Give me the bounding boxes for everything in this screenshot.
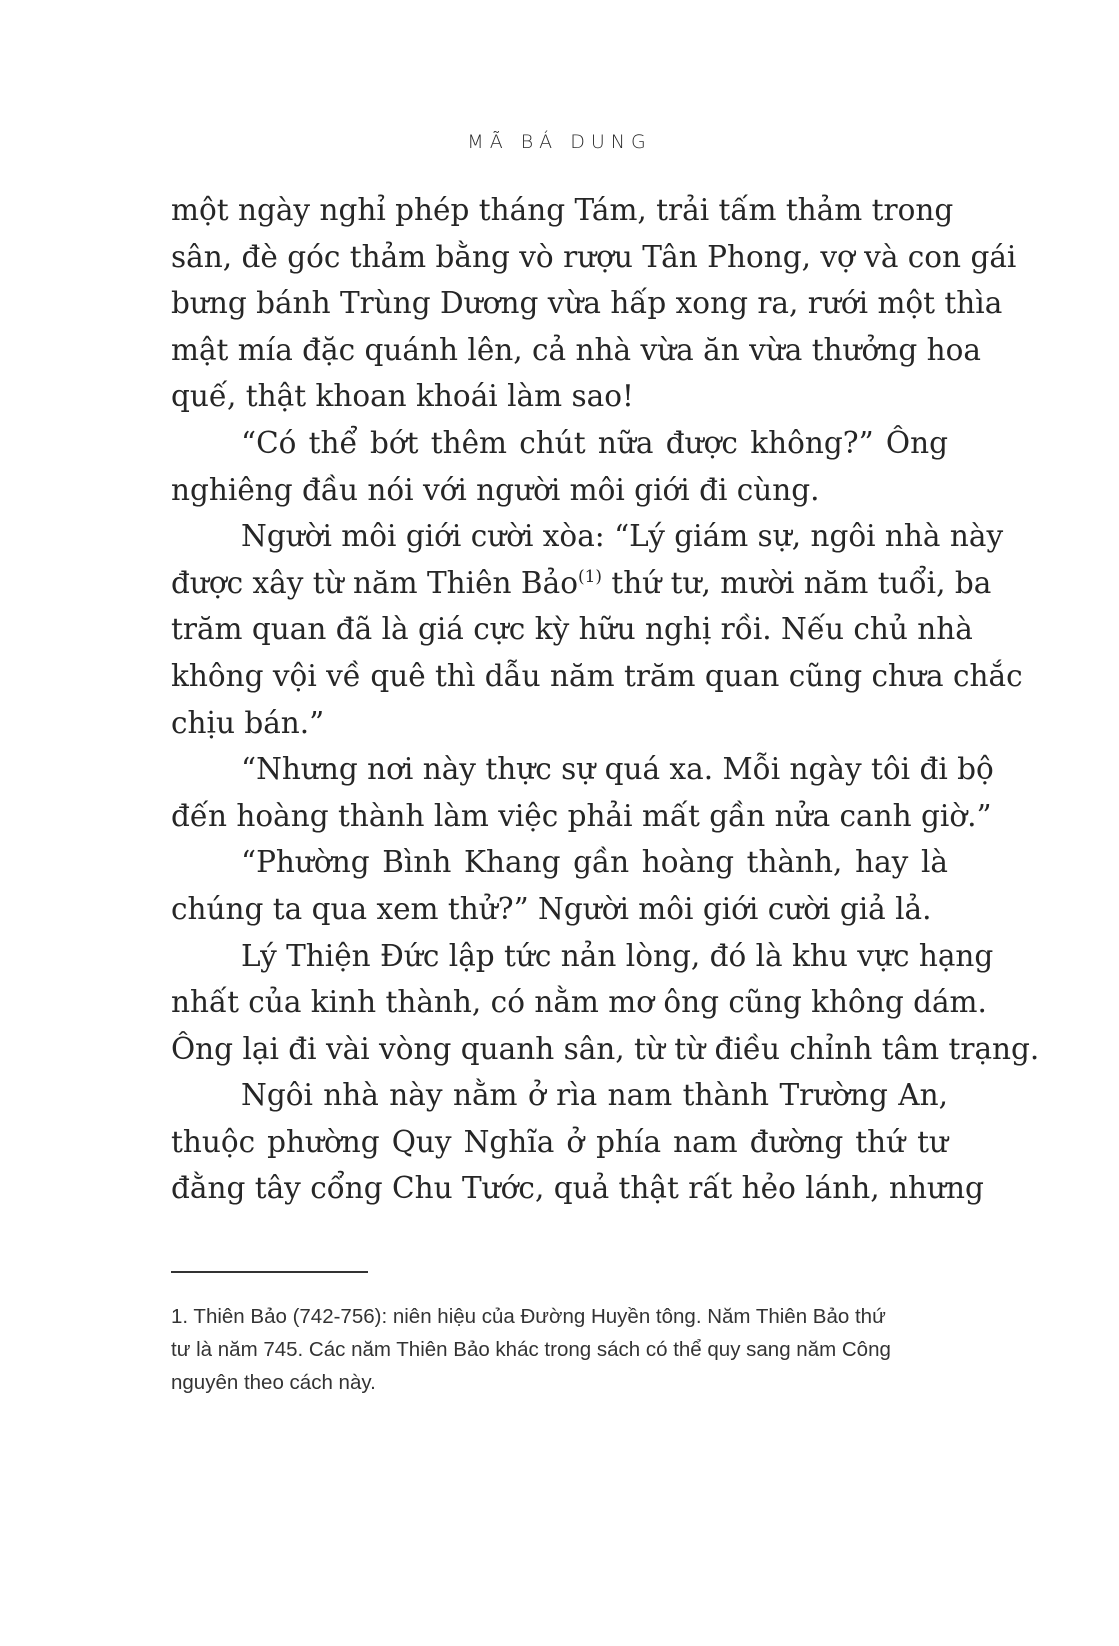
text-line: quế, thật khoan khoái làm sao! [171, 379, 634, 414]
text-line: “Phường Bình Khang gần hoàng thành, hay là [241, 845, 948, 880]
text-line: chịu bán.” [171, 705, 325, 740]
paragraph [171, 513, 1023, 746]
text-line: Ngôi nhà này nằm ở rìa nam thành Trường An, [241, 1078, 948, 1113]
footnote-separator [171, 1271, 368, 1273]
paragraph [171, 839, 948, 932]
body-text [171, 187, 1040, 1212]
paragraph [171, 746, 994, 839]
footnote [171, 1300, 948, 1399]
running-header-author: MÃ BÁ DUNG [467, 131, 652, 153]
text-line: chúng ta qua xem thử?” Người môi giới cười giả lả. [171, 891, 932, 926]
text-segment: được xây từ năm Thiên Bảo [171, 565, 578, 600]
text-line: không vội về quê thì dẫu năm trăm quan cũng chưa chắc [171, 658, 1023, 693]
footnote-line: 1. Thiên Bảo (742-756): niên hiệu của Đường Huyền tông. Năm Thiên Bảo thứ [171, 1305, 886, 1328]
text-line-with-footnote [171, 560, 992, 607]
footnote-line: nguyên theo cách này. [171, 1371, 376, 1394]
paragraph [171, 1072, 984, 1212]
paragraph [171, 187, 1017, 420]
text-line: “Có thể bớt thêm chút nữa được không?” Ông [241, 425, 948, 460]
text-line: Người môi giới cười xòa: “Lý giám sự, ngôi nhà này [241, 519, 1004, 554]
text-line: sân, đè góc thảm bằng vò rượu Tân Phong, vợ và con gái [171, 239, 1017, 274]
text-line: Lý Thiện Đức lập tức nản lòng, đó là khu vực hạng [241, 938, 994, 973]
text-line: nghiêng đầu nói với người môi giới đi cùng. [171, 472, 820, 507]
text-line: trăm quan đã là giá cực kỳ hữu nghị rồi. Nếu chủ nhà [171, 612, 973, 647]
text-line: đến hoàng thành làm việc phải mất gần nửa canh giờ.” [171, 798, 992, 833]
paragraph [171, 420, 948, 513]
footnote-line: tư là năm 745. Các năm Thiên Bảo khác trong sách có thể quy sang năm Công [171, 1338, 891, 1361]
text-line: nhất của kinh thành, có nằm mơ ông cũng không dám. [171, 985, 987, 1020]
text-line: một ngày nghỉ phép tháng Tám, trải tấm thảm trong [171, 193, 954, 227]
text-line: thuộc phường Quy Nghĩa ở phía nam đường thứ tư [171, 1124, 948, 1159]
paragraph [171, 933, 1040, 1073]
text-line: mật mía đặc quánh lên, cả nhà vừa ăn vừa thưởng hoa [171, 332, 981, 367]
footnote-reference[interactable]: (1) [577, 566, 603, 587]
text-segment: thứ tư, mười năm tuổi, ba [602, 565, 992, 600]
text-line: “Nhưng nơi này thực sự quá xa. Mỗi ngày tôi đi bộ [241, 752, 994, 787]
text-line: Ông lại đi vài vòng quanh sân, từ từ điều chỉnh tâm trạng. [171, 1031, 1040, 1066]
text-line: bưng bánh Trùng Dương vừa hấp xong ra, rưới một thìa [171, 286, 1003, 321]
text-line: đằng tây cổng Chu Tước, quả thật rất hẻo lánh, nhưng [171, 1171, 984, 1206]
